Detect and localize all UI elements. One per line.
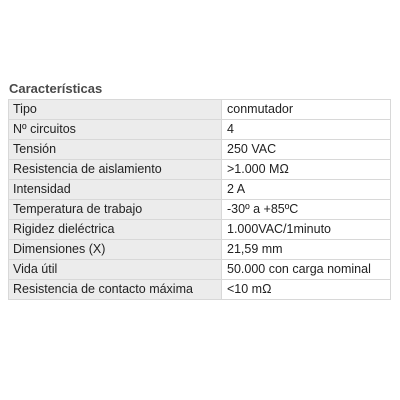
table-row (9, 160, 391, 180)
section-title: Características (9, 81, 103, 96)
spec-label: Tensión (9, 140, 222, 160)
spec-label: Rigidez dieléctrica (9, 220, 222, 240)
spec-value: 250 VAC (222, 140, 391, 160)
table-row (9, 280, 391, 300)
characteristics-section (8, 80, 392, 300)
table-row (9, 200, 391, 220)
spec-label: Tipo (9, 100, 222, 120)
spec-value: 4 (222, 120, 391, 140)
spec-value: <10 mΩ (222, 280, 391, 300)
spec-label: Intensidad (9, 180, 222, 200)
table-row (9, 240, 391, 260)
table-row (9, 180, 391, 200)
table-row (9, 260, 391, 280)
spec-label: Temperatura de trabajo (9, 200, 222, 220)
table-row (9, 120, 391, 140)
specifications-table (8, 99, 391, 300)
spec-label: Nº circuitos (9, 120, 222, 140)
spec-value: 50.000 con carga nominal (222, 260, 391, 280)
spec-value: -30º a +85ºC (222, 200, 391, 220)
spec-label: Vida útil (9, 260, 222, 280)
table-row (9, 100, 391, 120)
table-row (9, 140, 391, 160)
spec-label: Resistencia de aislamiento (9, 160, 222, 180)
spec-value: conmutador (222, 100, 391, 120)
spec-value: >1.000 MΩ (222, 160, 391, 180)
spec-label: Dimensiones (X) (9, 240, 222, 260)
spec-value: 1.000VAC/1minuto (222, 220, 391, 240)
spec-label: Resistencia de contacto máxima (9, 280, 222, 300)
table-row (9, 220, 391, 240)
spec-value: 2 A (222, 180, 391, 200)
spec-value: 21,59 mm (222, 240, 391, 260)
